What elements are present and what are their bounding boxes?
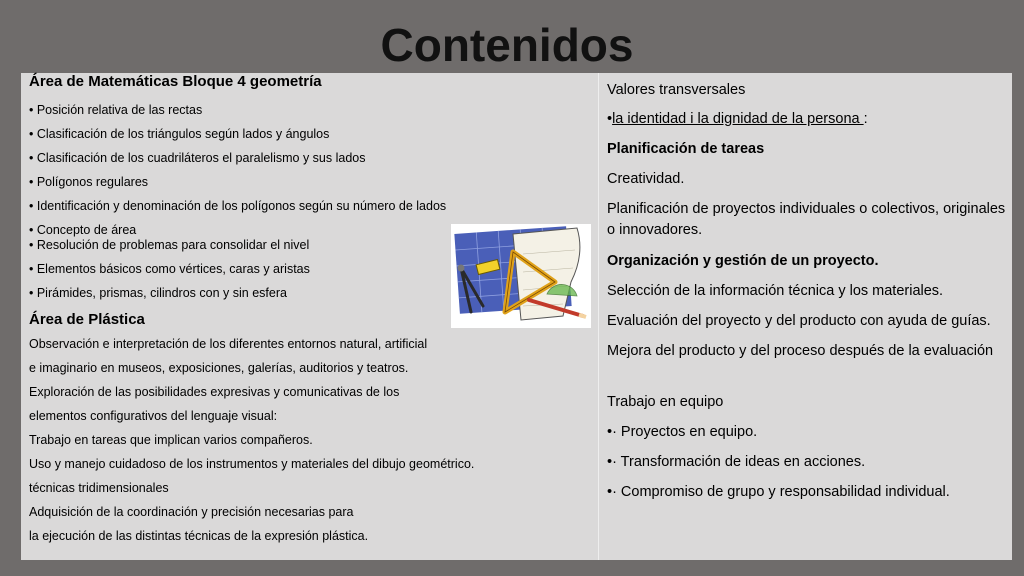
content-table [21,73,1012,560]
trabajo-bullet: •· Transformación de ideas en acciones. [607,454,866,470]
plastica-heading: Área de Plástica [29,311,145,328]
plastica-line: Exploración de las posibilidades expresivas y comunicativas de los [29,385,400,399]
trabajo-bullet: •· Compromiso de grupo y responsabilidad individual. [607,484,950,500]
identidad-line [607,109,1007,130]
plastica-line: e imaginario en museos, exposiciones, galerías, auditorios y teatros. [29,361,409,375]
math-item: • Clasificación de los triángulos según lados y ángulos [29,127,330,141]
pencil-tip-icon [579,315,586,317]
creatividad-text: Creatividad. [607,171,685,187]
valores-heading: Valores transversales [607,82,746,98]
math-item: • Resolución de problemas para consolidar el nivel [29,238,310,252]
math-item: • Clasificación de los cuadriláteros el paralelismo y sus lados [29,151,366,165]
compass-hinge-icon [458,265,465,272]
identidad-bullet: • [607,111,613,127]
geometry-tools-illustration [451,224,591,328]
math-item: • Pirámides, prismas, cilindros con y sin esfera [29,286,287,300]
identidad-link[interactable]: la identidad i la dignidad de la persona [612,111,864,127]
plastica-line: elementos configurativos del lenguaje visual: [29,409,278,423]
planificacion-heading: Planificación de tareas [607,141,765,157]
trabajo-bullet: •· Proyectos en equipo. [607,424,758,440]
plastica-line: Observación e interpretación de los diferentes entornos natural, artificial [29,337,428,351]
math-item: • Concepto de área [29,223,137,237]
plastica-line: técnicas tridimensionales [29,481,169,495]
organizacion-heading: Organización y gestión de un proyecto. [607,253,879,269]
math-item: • Polígonos regulares [29,175,149,189]
plastica-line: la ejecución de las distintas técnicas de la expresión plástica. [29,529,369,543]
left-column [21,73,598,560]
trabajo-heading: Trabajo en equipo [607,394,724,410]
plastica-line: Uso y manejo cuidadoso de los instrumentos y materiales del dibujo geométrico. [29,457,475,471]
math-item: • Identificación y denominación de los polígonos según su número de lados [29,199,447,213]
seleccion-text: Selección de la información técnica y los materiales. [607,283,944,299]
plastica-line: Adquisición de la coordinación y precisión necesarias para [29,505,354,519]
planificacion-text: Planificación de proyectos individuales o colectivos, originales o innovadores. [607,201,1006,238]
right-column [598,73,1013,560]
math-heading: Área de Matemáticas Bloque 4 geometría [29,73,322,90]
evaluacion-text: Evaluación del proyecto y del producto con ayuda de guías. [607,313,991,329]
page-title: Contenidos [380,19,634,71]
math-item: • Elementos básicos como vértices, caras y aristas [29,262,310,276]
identidad-suffix: : [863,111,868,127]
math-item: • Posición relativa de las rectas [29,103,203,117]
plastica-line: Trabajo en tareas que implican varios compañeros. [29,433,313,447]
mejora-text: Mejora del producto y del proceso después de la evaluación [607,343,994,359]
